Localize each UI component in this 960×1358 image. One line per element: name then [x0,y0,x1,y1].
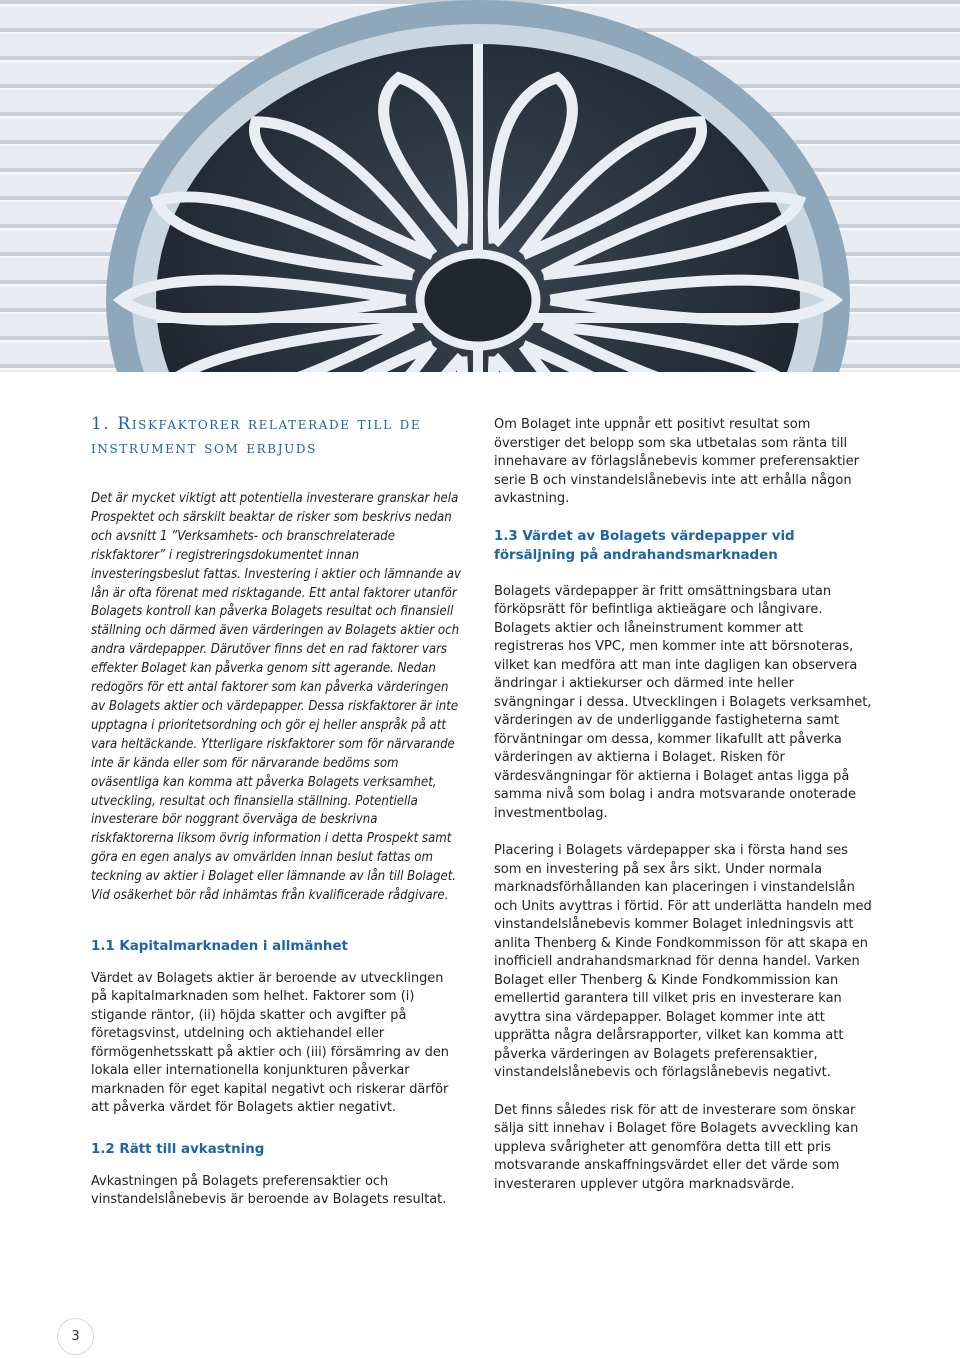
chapter-lead: Det är mycket viktigt att potentiella investerare granskar hela Prospektet och särskilt beaktar de risker som beskrivs nedan och avsnitt 1 ”Verksamhets- och branschrelaterade riskfaktorer” i registreringsdokumentet innan investeringsbeslut fattas. Investering i aktier och lämnande av lån är ofta förenat med risktagande. Ett antal faktorer utanför Bolagets kontroll kan påverka Bolagets resultat och finansiell ställning och därmed även värderingen av Bolagets aktier och andra värdepapper. Därutöver finns det en rad faktorer vars effekter Bolaget kan påverka genom sitt agerande. Nedan redogörs för ett antal faktorer som kan påverka värderingen av Bolagets aktier och värdepapper. Dessa riskfaktorer är inte upptagna i prioritetsordning och gör ej heller anspråk på att vara heltäckande. Ytterligare riskfaktorer som för närvarande inte är kända eller som för närvarande bedöms som oväsentliga kan komma att påverka Bolagets verksamhet, utveckling, resultat och finansiella ställning. Potentiella investerare bör noggrant överväga de beskrivna riskfaktorerna liksom övrig information i detta Prospekt samt göra en egen analys av omvärlden innan beslut fattas om teckning av aktier i Bolaget eller lämnande av lån till Bolaget. Vid osäkerhet bör råd inhämtas från kvalificerade rådgivare. [91,491,461,904]
section-paragraph-1-3-b: Placering i Bolagets värdepapper ska i första hand ses som en investering på sex års sikt. Under normala marknadsförhållanden kan placeringen i vinstandelslån och Units avyttras i förtid. För att underlätta handeln med vinstandelslånebevis kommer Bolaget inledningsvis att anlita Thenberg & Kinde Fondkommisson för att skapa en inofficiell andrahandsmarknad för denna handel. Varken Bolaget eller Thenberg & Kinde Fondkommission kan emellertid garantera till vilket pris en investerare kan avyttra sina värdepapper. Bolaget kommer inte att upprätta några delårsrapporter, vilket kan komma att påverka värderingen av Bolagets preferensaktier, vinstandelslånebevis och förlagslånebevis negativt. [494,843,872,1080]
left-column [91,412,461,1210]
right-column [494,416,874,1194]
section-heading-1-1: 1.1 Kapitalmarknaden i allmänhet [91,938,348,954]
page-number: 3 [71,1329,80,1344]
section-body-1-1: Värdet av Bolagets aktier är beroende av utvecklingen på kapitalmarknaden som helhet. Faktorer som (i) stigande räntor, (ii) höjda skatter och avgifter på företagsvinst, utdelning och aktiehandel eller förmögenhetsskatt på aktier och (iii) försämring av den lokala eller internationella konjunkturen påverkar marknaden för eget kapital negativt och riskerar därför att påverka värdet för Bolagets aktier negativt. [91,970,449,1116]
section-heading-1-3: 1.3 Värdet av Bolagets värdepapper vid försäljning på andrahandsmarknaden [494,528,795,563]
chapter-title: 1. Riskfaktorer relaterade till de instrument som erbjuds [91,414,422,458]
section-heading-1-2: 1.2 Rätt till avkastning [91,1141,265,1157]
section-paragraph-1-3-c: Det finns således risk för att de investerare som önskar sälja sitt innehav i Bolaget före Bolagets avveckling kan uppleva svårigheter att genomföra detta till ett pris motsvarande anskaffningsvärdet eller det värde som investeraren upplever utgöra marknadsvärde. [494,1102,859,1192]
section-paragraph-1-3-a: Bolagets värdepapper är fritt omsättningsbara utan förköpsrätt för befintliga aktieägare och långivare. Bolagets aktier och låneinstrument kommer att registreras hos VPC, men kommer inte att börsnoteras, vilket kan medföra att man inte dagligen kan observera ändringar i aktiekurser och därmed inte heller svängningar i dessa. Utvecklingen i Bolagets verksamhet, värderingen av de underliggande fastigheterna samt förväntningar om dessa, kommer likafullt att påverka värderingen av aktierna i Bolaget. Risken för värdesvängningar för aktierna i Bolaget antas ligga på samma nivå som bolag i andra motsvarande onoterade investmentbolag. [494,583,872,821]
round-window-illustration [0,0,960,372]
section-body-1-2: Avkastningen på Bolagets preferensaktier och vinstandelslånebevis är beroende av Bolagets resultat. [91,1173,447,1208]
section-body-1-2-continued: Om Bolaget inte uppnår ett positivt resultat som överstiger det belopp som ska utbetalas som ränta till innehavare av förlagslånebevis kommer preferensaktier serie B och vinstandelslånebevis inte att erhålla någon avkastning. [494,417,860,506]
page-number-badge [57,1318,94,1355]
hero-photo [0,0,960,372]
